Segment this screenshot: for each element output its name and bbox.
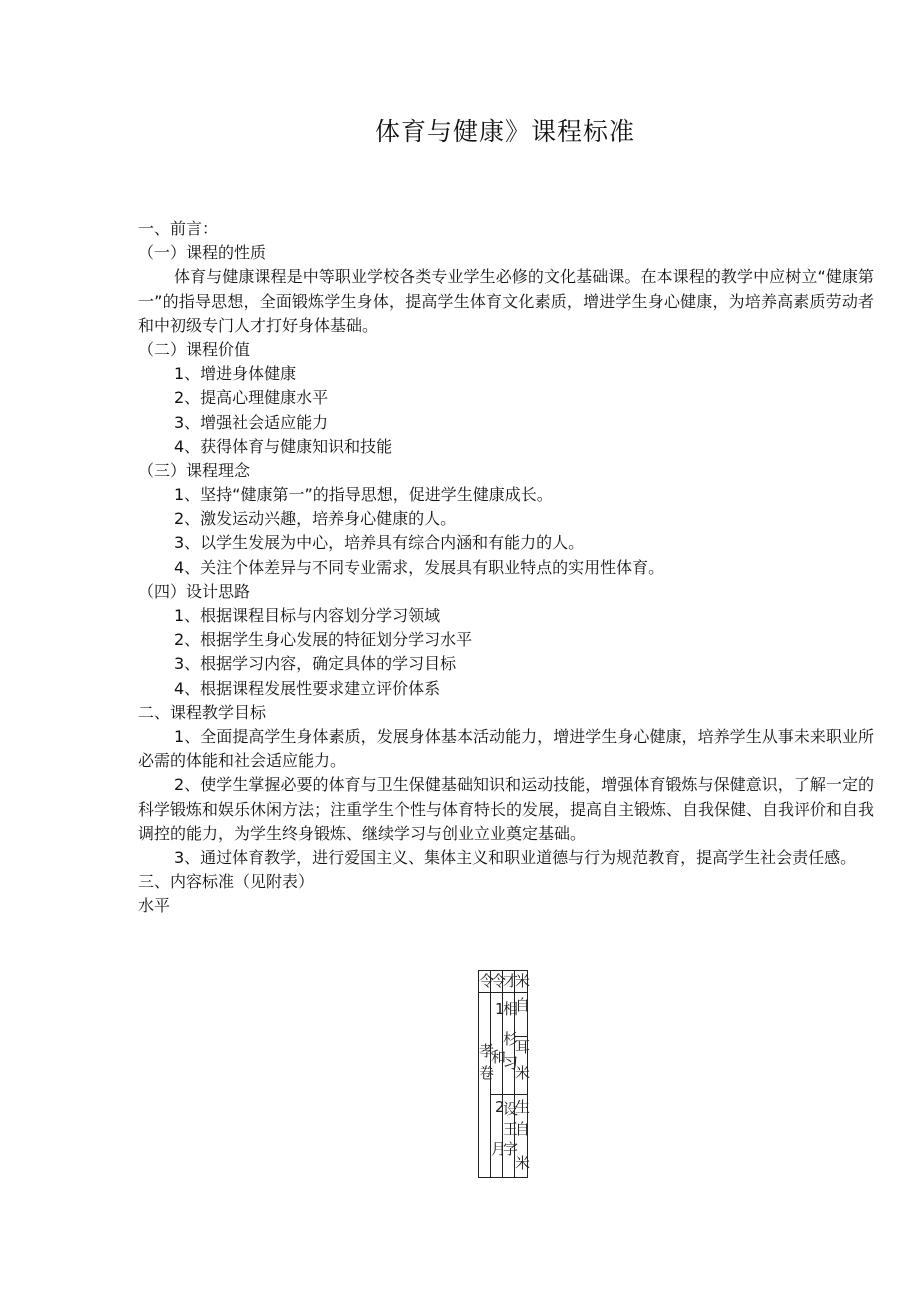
table-row-divider: [490, 1094, 527, 1095]
table-cell-fragment: 才: [503, 972, 519, 990]
table-cell-fragment: 杉: [503, 1030, 519, 1048]
table-cell-fragment: 设: [503, 1100, 519, 1118]
paragraph: 体育与健康课程是中等职业学校各类专业学生必修的文化基础课。在本课程的教学中应树立“健康第一”的指导思想，全面锻炼学生身体，提高学生体育文化素质，增进学生身心健康，为培养高素质劳动者和中初级专门人才打好身体基础。: [138, 267, 874, 335]
list-item: 2、提高心理健康水平: [174, 388, 329, 408]
paragraph: 1、全面提高学生身体素质，发展身体基本活动能力，增进学生身心健康，培养学生从事未来职业所必需的体能和社会适应能力。: [138, 726, 874, 771]
table-cell-fragment: 2: [495, 1098, 505, 1116]
table-cell-fragment: 米: [515, 1154, 531, 1172]
document-body: [138, 217, 874, 919]
table-cell-fragment: 月: [491, 1140, 507, 1158]
list-item: 2、根据学生身心发展的特征划分学习水平: [174, 630, 473, 650]
section-heading: 一、前言：: [138, 219, 219, 238]
list-item: 2、激发运动兴趣，培养身心健康的人。: [174, 509, 457, 529]
table-cell-fragment: 米: [515, 972, 531, 990]
table-cell-fragment: 相: [503, 1000, 519, 1018]
table-cell-fragment: 自: [515, 1120, 531, 1138]
section-heading: 三、内容标准（见附表）: [138, 872, 315, 892]
narrow-table: [478, 970, 531, 1178]
list-item: 1、增进身体健康: [174, 364, 297, 384]
table-cell-fragment: 米: [515, 1064, 531, 1082]
list-item: 1、坚持“健康第一”的指导思想，促进学生健康成长。: [174, 485, 553, 505]
table-cell-fragment: 生: [515, 1098, 531, 1116]
list-item: 3、以学生发展为中心，培养具有综合内涵和有能力的人。: [174, 533, 585, 553]
table-cell-fragment: 习: [503, 1054, 519, 1072]
list-item: 4、根据课程发展性要求建立评价体系: [174, 678, 441, 698]
section-heading: 二、课程教学目标: [138, 702, 267, 722]
list-item: 1、根据课程目标与内容划分学习领域: [174, 606, 441, 626]
table-cell-fragment: 字: [503, 1140, 519, 1158]
table-cell-fragment: 令: [491, 972, 507, 990]
table-cell-fragment: 1: [495, 1000, 505, 1018]
list-item: 3、根据学习内容，确定具体的学习目标: [174, 654, 457, 674]
list-item: 4、获得体育与健康知识和技能: [174, 436, 393, 456]
table-cell-fragment: 王: [503, 1120, 519, 1138]
section-heading: 水平: [138, 896, 171, 916]
section-heading: （二）课程价值: [138, 339, 251, 359]
list-item: 3、增强社会适应能力: [174, 412, 329, 432]
table-row-divider: [478, 992, 527, 993]
section-heading: （三）课程理念: [138, 460, 251, 480]
paragraph: 3、通过体育教学，进行爱国主义、集体主义和职业道德与行为规范教育，提高学生社会责任感。: [174, 848, 857, 867]
section-heading: （一）课程的性质: [138, 243, 267, 263]
document-title: 体育与健康》课程标准: [374, 117, 635, 146]
table-cell-fragment: 和: [491, 1048, 507, 1066]
table-cell-fragment: 自: [515, 996, 531, 1014]
table-cell-fragment: 卷: [479, 1064, 495, 1082]
section-heading: （四）设计思路: [138, 581, 251, 601]
table-cell-fragment: 令: [479, 972, 495, 990]
table-cell-fragment: 孝: [479, 1042, 495, 1060]
list-item: 4、关注个体差异与不同专业需求，发展具有职业特点的实用性体育。: [174, 557, 665, 577]
table-cell-fragment: 耳: [515, 1038, 531, 1056]
paragraph: 2、使学生掌握必要的体育与卫生保健基础知识和运动技能，增强体育锻炼与保健意识，了解一定的科学锻炼和娱乐休闲方法；注重学生个性与体育特长的发展，提高自主锻炼、自我保健、自我评价和自我调控的能力，为学生终身锻炼、继续学习与创业立业奠定基础。: [138, 775, 875, 843]
